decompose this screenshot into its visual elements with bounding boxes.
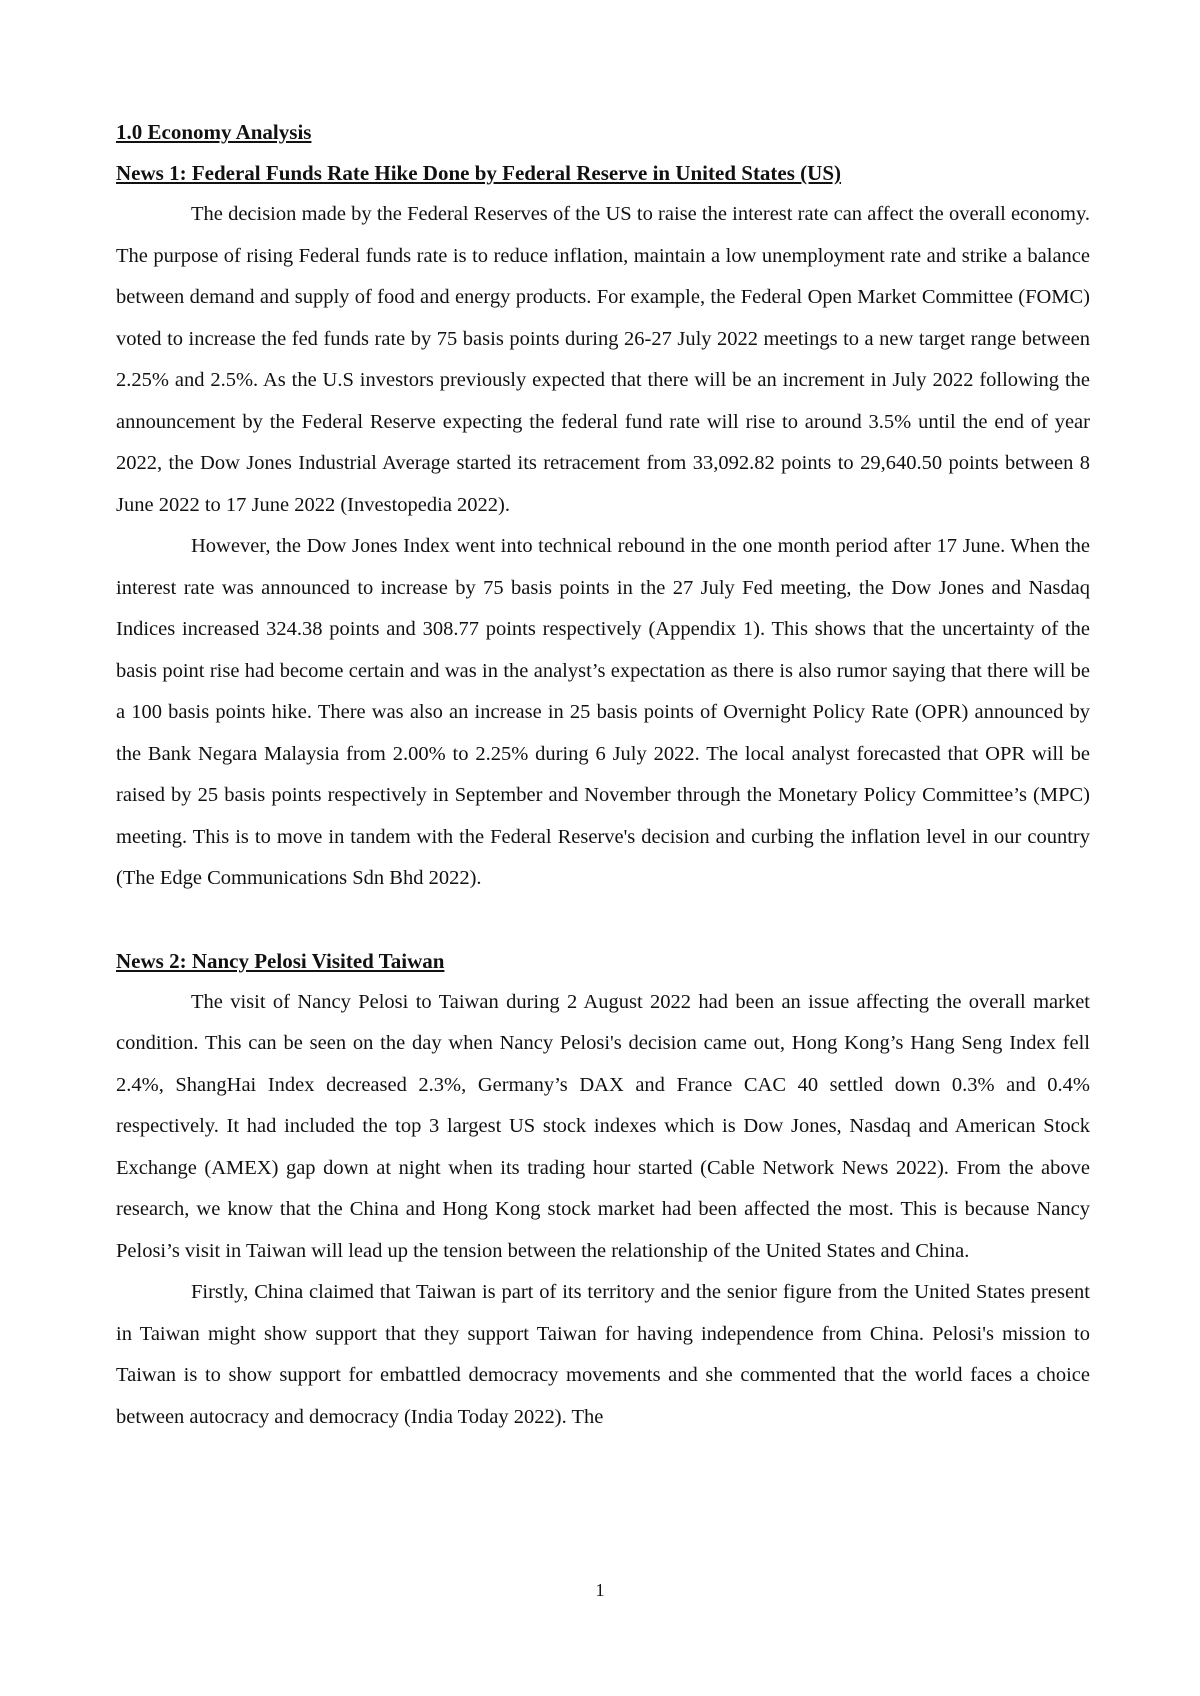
news1-paragraph-2: However, the Dow Jones Index went into technical rebound in the one month period after 17 June. When the interest rate was announced to increase by 75 basis points in the 27 July Fed meeting, the Dow Jones and Nasdaq Indices increased 324.38 points and 308.77 points respectively (Appendix 1). This shows that the uncertainty of the basis point rise had become certain and was in the analyst’s expectation as there is also rumor saying that there will be a 100 basis points hike. There was also an increase in 25 basis points of Overnight Policy Rate (OPR) announced by the Bank Negara Malaysia from 2.00% to 2.25% during 6 July 2022. The local analyst forecasted that OPR will be raised by 25 basis points respectively in September and November through the Monetary Policy Committee’s (MPC) meeting. This is to move in tandem with the Federal Reserve's decision and curbing the inflation level in our country (The Edge Communications Sdn Bhd 2022). bbox=[116, 535, 1090, 889]
news1-paragraph-1: The decision made by the Federal Reserves of the US to raise the interest rate can affect the overall economy. The purpose of rising Federal funds rate is to reduce inflation, maintain a low unemployment rate and strike a balance between demand and supply of food and energy products. For example, the Federal Open Market Committee (FOMC) voted to increase the fed funds rate by 75 basis points during 26-27 July 2022 meetings to a new target range between 2.25% and 2.5%. As the U.S investors previously expected that there will be an increment in July 2022 following the announcement by the Federal Reserve expecting the federal fund rate will rise to around 3.5% until the end of year 2022, the Dow Jones Industrial Average started its retracement from 33,092.82 points to 29,640.50 points between 8 June 2022 to 17 June 2022 (Investopedia 2022). bbox=[116, 203, 1090, 516]
page-number: 1 bbox=[595, 1580, 605, 1600]
news2-paragraph-1: The visit of Nancy Pelosi to Taiwan during 2 August 2022 had been an issue affecting the overall market condition. This can be seen on the day when Nancy Pelosi's decision came out, Hong Kong’s Hang Seng Index fell 2.4%, ShangHai Index decreased 2.3%, Germany’s DAX and France CAC 40 settled down 0.3% and 0.4% respectively. It had included the top 3 largest US stock indexes which is Dow Jones, Nasdaq and American Stock Exchange (AMEX) gap down at night when its trading hour started (Cable Network News 2022). From the above research, we know that the China and Hong Kong stock market had been affected the most. This is because Nancy Pelosi’s visit in Taiwan will lead up the tension between the relationship of the United States and China. bbox=[116, 990, 1090, 1262]
section-spacer bbox=[116, 900, 1090, 941]
document-body bbox=[116, 112, 1090, 1438]
section-title: 1.0 Economy Analysis bbox=[116, 120, 312, 144]
news2-title: News 2: Nancy Pelosi Visited Taiwan bbox=[116, 948, 445, 973]
news2-paragraph-2: Firstly, China claimed that Taiwan is part of its territory and the senior figure from the United States present in Taiwan might show support that they support Taiwan for having independence from China. Pelosi's mission to Taiwan is to show support for embattled democracy movements and she commented that the world faces a choice between autocracy and democracy (India Today 2022). The bbox=[116, 1281, 1090, 1428]
news1-title: News 1: Federal Funds Rate Hike Done by Federal Reserve in United States (US) bbox=[116, 161, 842, 185]
